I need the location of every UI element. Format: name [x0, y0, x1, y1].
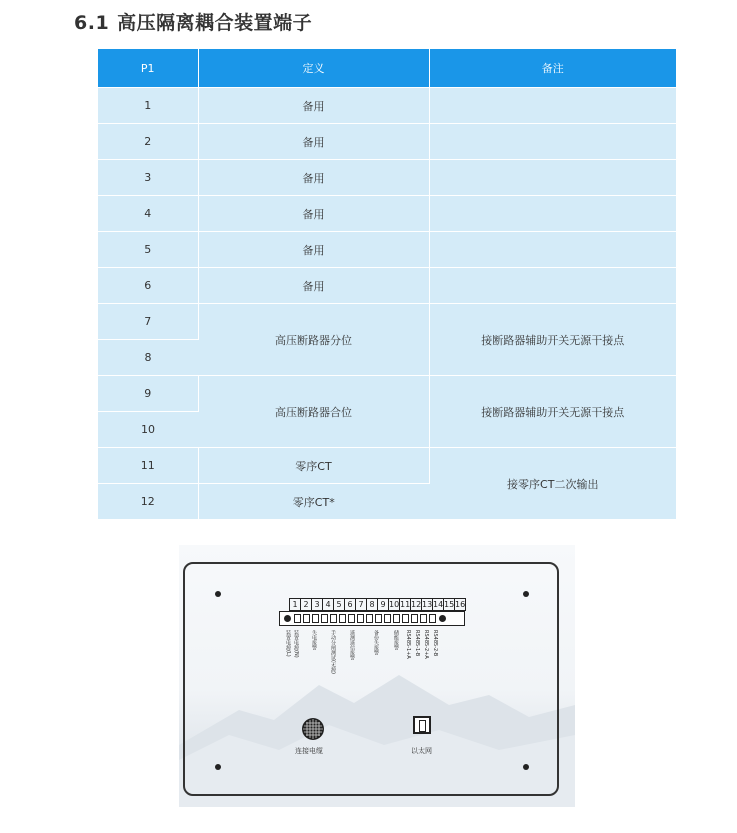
terminal-label: RS485-2+A [423, 630, 429, 659]
remark-cell: 接零序CT二次输出 [429, 448, 676, 520]
terminal-screw-icon [348, 614, 355, 623]
terminal-screw-icon [411, 614, 418, 623]
terminal-label: 失电报警 [311, 630, 317, 650]
definition-cell: 零序CT* [198, 484, 429, 520]
terminal-label: RS485-1-B [414, 630, 420, 657]
remark-cell [429, 268, 676, 304]
terminal-block [279, 598, 465, 626]
pin-cell: 7 [98, 304, 198, 340]
terminal-label: 装置电源(N) [293, 630, 299, 658]
definition-cell: 备用 [198, 88, 429, 124]
column-header-remark: 备注 [429, 49, 676, 88]
terminal-label: 装置电源(L) [285, 630, 291, 657]
terminal-screw-icon [294, 614, 301, 623]
terminal-table [98, 49, 676, 519]
remark-cell [429, 196, 676, 232]
definition-cell: 备用 [198, 268, 429, 304]
terminal-number: 14 [433, 600, 444, 609]
remark-cell [429, 232, 676, 268]
terminal-number: 1 [289, 598, 301, 611]
terminal-number: 16 [455, 600, 466, 609]
terminal-label: RS485-2-B [432, 630, 438, 657]
definition-cell: 高压断路器合位 [198, 376, 429, 448]
terminal-number: 10 [389, 600, 400, 609]
mounting-hole [523, 764, 529, 770]
terminal-number: 7 [355, 598, 367, 611]
terminal-screw-icon [375, 614, 382, 623]
terminal-number: 4 [322, 598, 334, 611]
terminal-number: 13 [422, 600, 433, 609]
column-header-p1: P1 [98, 49, 198, 88]
terminal-screw-icon [429, 614, 436, 623]
terminal-screw-icon [312, 614, 319, 623]
end-screw-icon [439, 615, 446, 622]
remark-cell: 接断路器辅助开关无源干接点 [429, 376, 676, 448]
terminal-screw-icon [339, 614, 346, 623]
mounting-hole [215, 591, 221, 597]
pin-cell: 2 [98, 124, 198, 160]
remark-cell [429, 160, 676, 196]
section-number: 6.1 [74, 12, 110, 34]
terminal-screw-icon [420, 614, 427, 623]
pin-cell: 6 [98, 268, 198, 304]
section-heading [74, 8, 312, 35]
table-row [98, 160, 676, 196]
pin-cell: 4 [98, 196, 198, 232]
table-row [98, 232, 676, 268]
device-panel-illustration [179, 545, 575, 807]
terminal-number: 6 [344, 598, 356, 611]
terminal-number: 15 [444, 600, 455, 609]
terminal-screw-icon [321, 614, 328, 623]
terminal-number: 5 [333, 598, 345, 611]
pin-cell: 3 [98, 160, 198, 196]
terminal-screw-icon [366, 614, 373, 623]
table-row [98, 376, 676, 412]
terminal-screw-row [279, 611, 465, 626]
pin-cell: 10 [98, 412, 198, 448]
definition-cell: 零序CT [198, 448, 429, 484]
terminal-screw-icon [393, 614, 400, 623]
terminal-label: 遥测遥信报警 [349, 630, 355, 660]
terminal-number: 11 [400, 600, 411, 609]
pin-cell: 11 [98, 448, 198, 484]
table-row [98, 268, 676, 304]
remark-cell [429, 124, 676, 160]
remark-cell: 接断路器辅助开关无源干接点 [429, 304, 676, 376]
terminal-number: 12 [411, 600, 422, 609]
pin-cell: 1 [98, 88, 198, 124]
definition-cell: 备用 [198, 196, 429, 232]
cable-connector-icon [302, 718, 324, 740]
table-row [98, 88, 676, 124]
section-title: 高压隔离耦合装置端子 [117, 12, 313, 34]
terminal-label: 手动分闸测试(无源) [330, 630, 336, 674]
terminal-number: 9 [377, 598, 389, 611]
terminal-screw-icon [402, 614, 409, 623]
device-front-panel [183, 562, 559, 796]
terminal-label: RS485-1+A [405, 630, 411, 659]
table-row [98, 196, 676, 232]
terminal-number: 3 [311, 598, 323, 611]
pin-cell: 12 [98, 484, 198, 520]
terminal-number-row [289, 598, 465, 611]
ethernet-label: 以太网 [411, 747, 432, 755]
mounting-hole [523, 591, 529, 597]
column-header-definition: 定义 [198, 49, 429, 88]
terminal-number: 2 [300, 598, 312, 611]
terminal-screw-icon [357, 614, 364, 623]
definition-cell: 高压断路器分位 [198, 304, 429, 376]
end-screw-icon [284, 615, 291, 622]
definition-cell: 备用 [198, 232, 429, 268]
terminal-number: 8 [366, 598, 378, 611]
terminal-label: 储能报警 [393, 630, 399, 650]
pin-cell: 8 [98, 340, 198, 376]
ethernet-port-icon [413, 716, 431, 734]
table-row [98, 304, 676, 340]
definition-cell: 备用 [198, 160, 429, 196]
table-row [98, 448, 676, 484]
terminal-screw-icon [330, 614, 337, 623]
table-row [98, 124, 676, 160]
mounting-hole [215, 764, 221, 770]
pin-cell: 9 [98, 376, 198, 412]
terminal-screw-icon [303, 614, 310, 623]
pin-cell: 5 [98, 232, 198, 268]
remark-cell [429, 88, 676, 124]
terminal-screw-icon [384, 614, 391, 623]
cable-label: 连接电缆 [295, 747, 323, 755]
terminal-label: 备份失报警 [373, 630, 379, 655]
definition-cell: 备用 [198, 124, 429, 160]
table-header-row [98, 49, 676, 88]
